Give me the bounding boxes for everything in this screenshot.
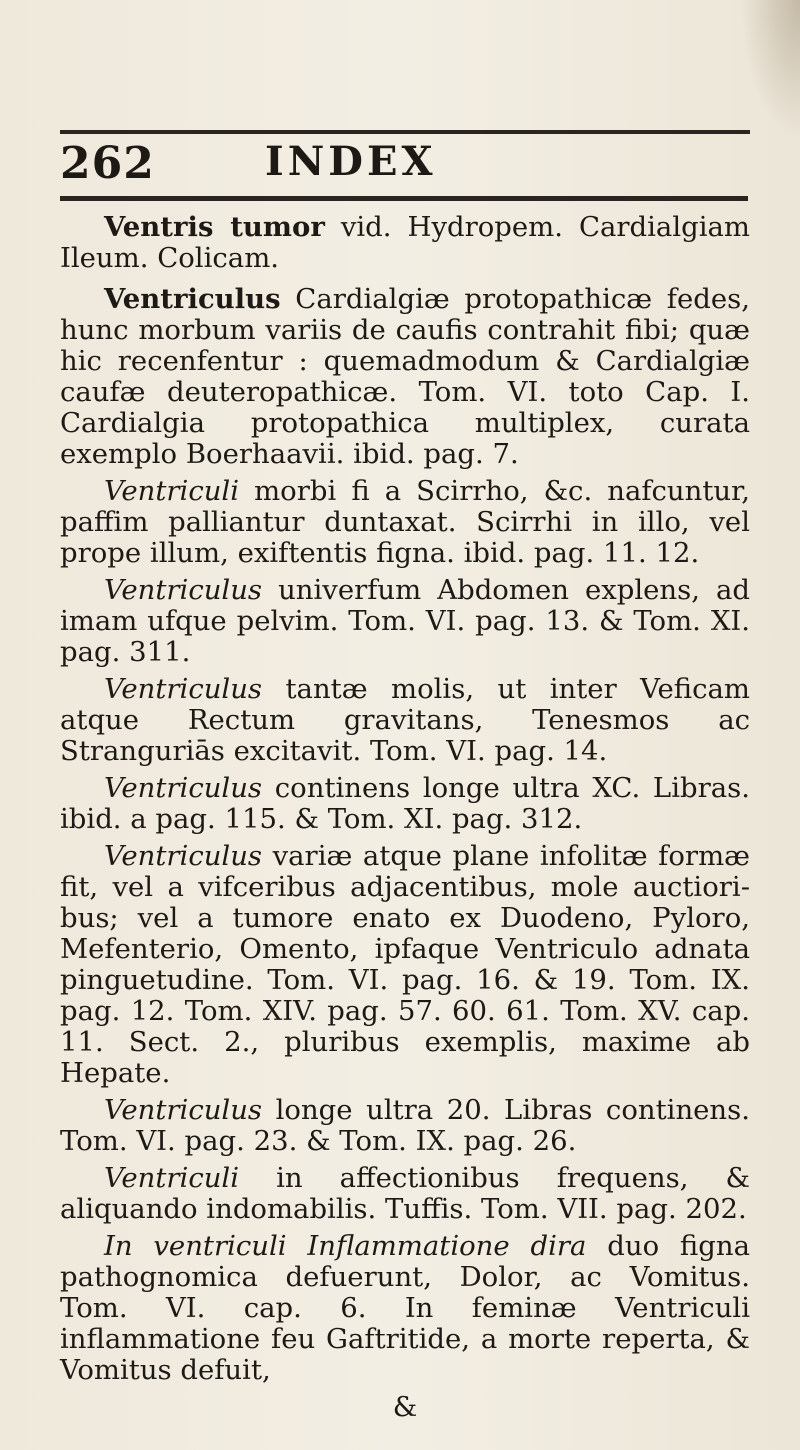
entry-text: longe ultra 20. Libras continens. Tom. VI. pag. 23. & Tom. IX. pag. 26. <box>60 1094 750 1157</box>
page-edge-shadow <box>740 0 800 140</box>
running-head: INDEX <box>265 138 437 185</box>
entry-text: morbi fi a Scirrho, &c. nafcuntur, paffim palliantur duntaxat. Scirrhi in illo, vel prope illum, exiftentis figna. ibid. pag. 11. 12. <box>60 475 750 569</box>
index-entry <box>60 841 750 1089</box>
index-entry <box>60 674 750 767</box>
entry-lead: Ventris tumor <box>104 211 325 243</box>
index-entry <box>60 212 750 274</box>
entry-text: continens longe ultra XC. Libras. ibid. a pag. 115. & Tom. XI. pag. 312. <box>60 772 750 835</box>
entry-lead: In ventriculi Inflammatione dira <box>104 1230 587 1262</box>
entry-text: Cardialgiæ protopathicæ fedes, hunc morbum variis de caufis contrahit fibi; quæ hic recenfentur : quemadmodum & Cardialgiæ caufæ deuteropathicæ. Tom. VI. toto Cap. I. Cardialgia protopathica multiplex, curata exemplo Boerhaavii. ibid. pag. 7. <box>60 283 750 470</box>
entry-text: in affectionibus frequens, & aliquando indomabilis. Tuffis. Tom. VII. pag. 202. <box>60 1162 750 1225</box>
entry-lead: Ventriculus <box>104 673 263 705</box>
entry-text: univerfum Abdomen explens, ad imam ufque pelvim. Tom. VI. pag. 13. & Tom. XI. pag. 311. <box>60 574 750 668</box>
entry-lead: Ventriculi <box>104 1162 240 1194</box>
index-entries <box>60 212 750 1429</box>
entry-lead: Ventriculi <box>104 475 240 507</box>
entry-lead: Ventriculus <box>104 772 263 804</box>
entry-text: tantæ molis, ut inter Veficam atque Rectum gravitans, Tenesmos ac Stranguriās excitavit. Tom. VI. pag. 14. <box>60 673 750 767</box>
index-entry <box>60 1163 750 1225</box>
page-header <box>60 138 750 194</box>
header-rule-top <box>60 130 750 134</box>
entry-lead: Ventriculus <box>104 283 281 315</box>
entry-text: duo figna pathognomica defuerunt, Dolor, ac Vomitus. Tom. VI. cap. 6. In feminæ Ventriculi inflammatione feu Gaftritide, a morte reperta, & Vomitus defuit, <box>60 1230 750 1386</box>
index-entry <box>60 1231 750 1386</box>
entry-text: vid. Hydropem. Cardialgiam Ileum. Colicam. <box>60 211 750 274</box>
index-entry <box>60 476 750 569</box>
catchword: & <box>392 1391 418 1423</box>
index-entry <box>60 575 750 668</box>
entry-lead: Ventriculus <box>104 840 263 872</box>
catchword-line <box>60 1392 750 1423</box>
page-number: 262 <box>60 138 155 189</box>
index-entry <box>60 773 750 835</box>
entry-text: variæ atque plane infolitæ formæ fit, vel a vifceribus adjacentibus, mole auctiori-bus; vel a tumore enato ex Duodeno, Pyloro, Mefenterio, Omento, ipfaque Ventriculo adnata pinguetudine. Tom. VI. pag. 16. & 19. Tom. IX. pag. 12. Tom. XIV. pag. 57. 60. 61. Tom. XV. cap. 11. Sect. 2., pluribus exemplis, maxime ab Hepate. <box>60 840 750 1089</box>
header-rule-bottom <box>60 196 748 201</box>
entry-lead: Ventriculus <box>104 1094 263 1126</box>
index-entry <box>60 1095 750 1157</box>
entry-lead: Ventriculus <box>104 574 263 606</box>
index-entry <box>60 284 750 470</box>
